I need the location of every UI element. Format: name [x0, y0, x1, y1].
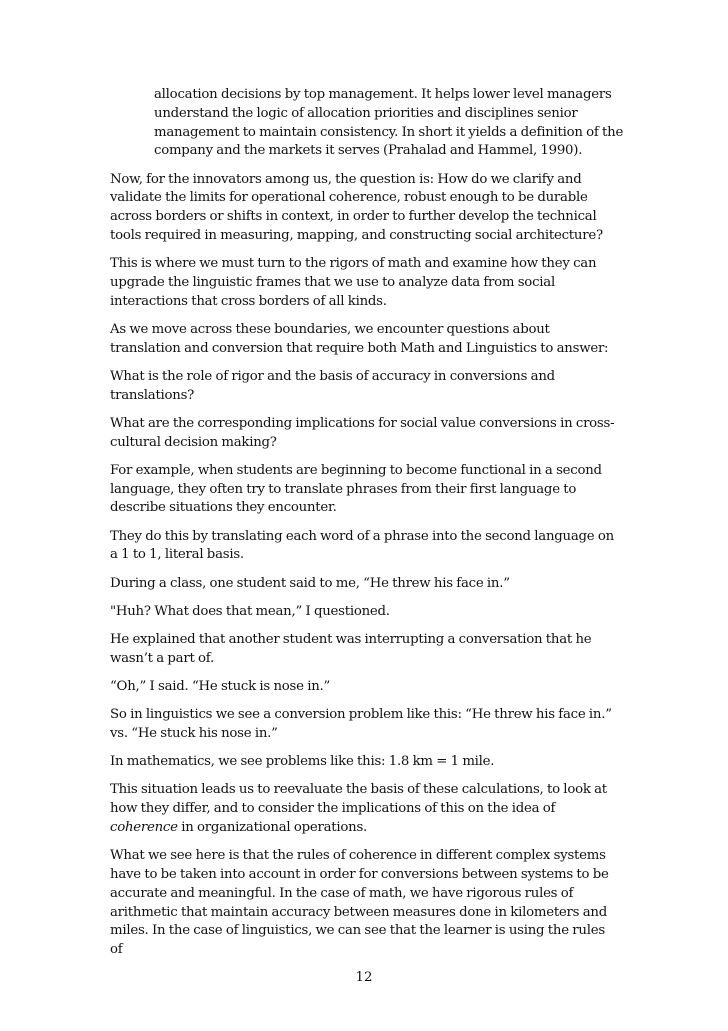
paragraph-operational-coherence: Now, for the innovators among us, the question is: How do we clarify and validate the limits for operational coherence, robust enough to be durable across borders or shifts in context, in order to further develop the technical tools required in measuring, mapping, and constructing social architecture? [110, 171, 603, 243]
paragraph-class-anecdote: During a class, one student said to me, “He threw his face in.” [110, 575, 510, 591]
paragraph-rules-of-coherence: What we see here is that the rules of coherence in different complex systems have to be taken into account in order for conversions between systems to be accurate and meaningful. In the case of math, we have rigorous rules of arithmetic that maintain accuracy between measures done in kilometers and miles. In the case of linguistics, we can see that the learner is using the rules of [110, 848, 609, 958]
paragraph-boundaries: As we move across these boundaries, we encounter questions about translation and conversion that require both Math and Linguistics to answer: [110, 321, 609, 356]
paragraph-example-students: For example, when students are beginning to become functional in a second language, they often try to translate phrases from their first language to describe situations they encounter. [110, 462, 602, 516]
paragraph-linguistics-conversion: So in linguistics we see a conversion problem like this: “He threw his face in.” vs. “He stuck his nose in.” [110, 707, 612, 741]
paragraph-oh-reply: “Oh,” I said. “He stuck is nose in.” [110, 679, 331, 695]
paragraph-math-conversion: In mathematics, we see problems like this: 1.8 km = 1 mile. [110, 754, 495, 770]
document-page [110, 86, 624, 969]
paragraph-literal-translation: They do this by translating each word of a phrase into the second language on a 1 to 1, literal basis. [110, 528, 614, 563]
coherence-text-after: in organizational operations. [177, 819, 368, 835]
coherence-text-before: This situation leads us to reevaluate the basis of these calculations, to look at how they differ, and to consider the implications of this on the idea of [110, 782, 607, 817]
paragraph-coherence [110, 781, 620, 837]
paragraph-question-huh: "Huh? What does that mean,” I questioned. [110, 603, 390, 619]
paragraph-question-rigor: What is the role of rigor and the basis of accuracy in conversions and translations? [110, 368, 555, 403]
block-quote-paragraph: allocation decisions by top management. It helps lower level managers understand the logic of allocation priorities and disciplines senior management to maintain consistency. In short it yields a definition of the company and the markets it serves (Prahalad and Hammel, 1990). [154, 87, 624, 159]
paragraph-rigors-of-math: This is where we must turn to the rigors of math and examine how they can upgrade the linguistic frames that we use to analyze data from social interactions that cross borders of all kinds. [110, 256, 597, 309]
coherence-emphasis: coherence [110, 819, 178, 835]
paragraph-explanation: He explained that another student was interrupting a conversation that he wasn’t a part of. [110, 632, 592, 666]
paragraph-question-implications: What are the corresponding implications for social value conversions in cross-cultural decision making? [110, 415, 615, 450]
page-number: 12 [355, 970, 373, 985]
